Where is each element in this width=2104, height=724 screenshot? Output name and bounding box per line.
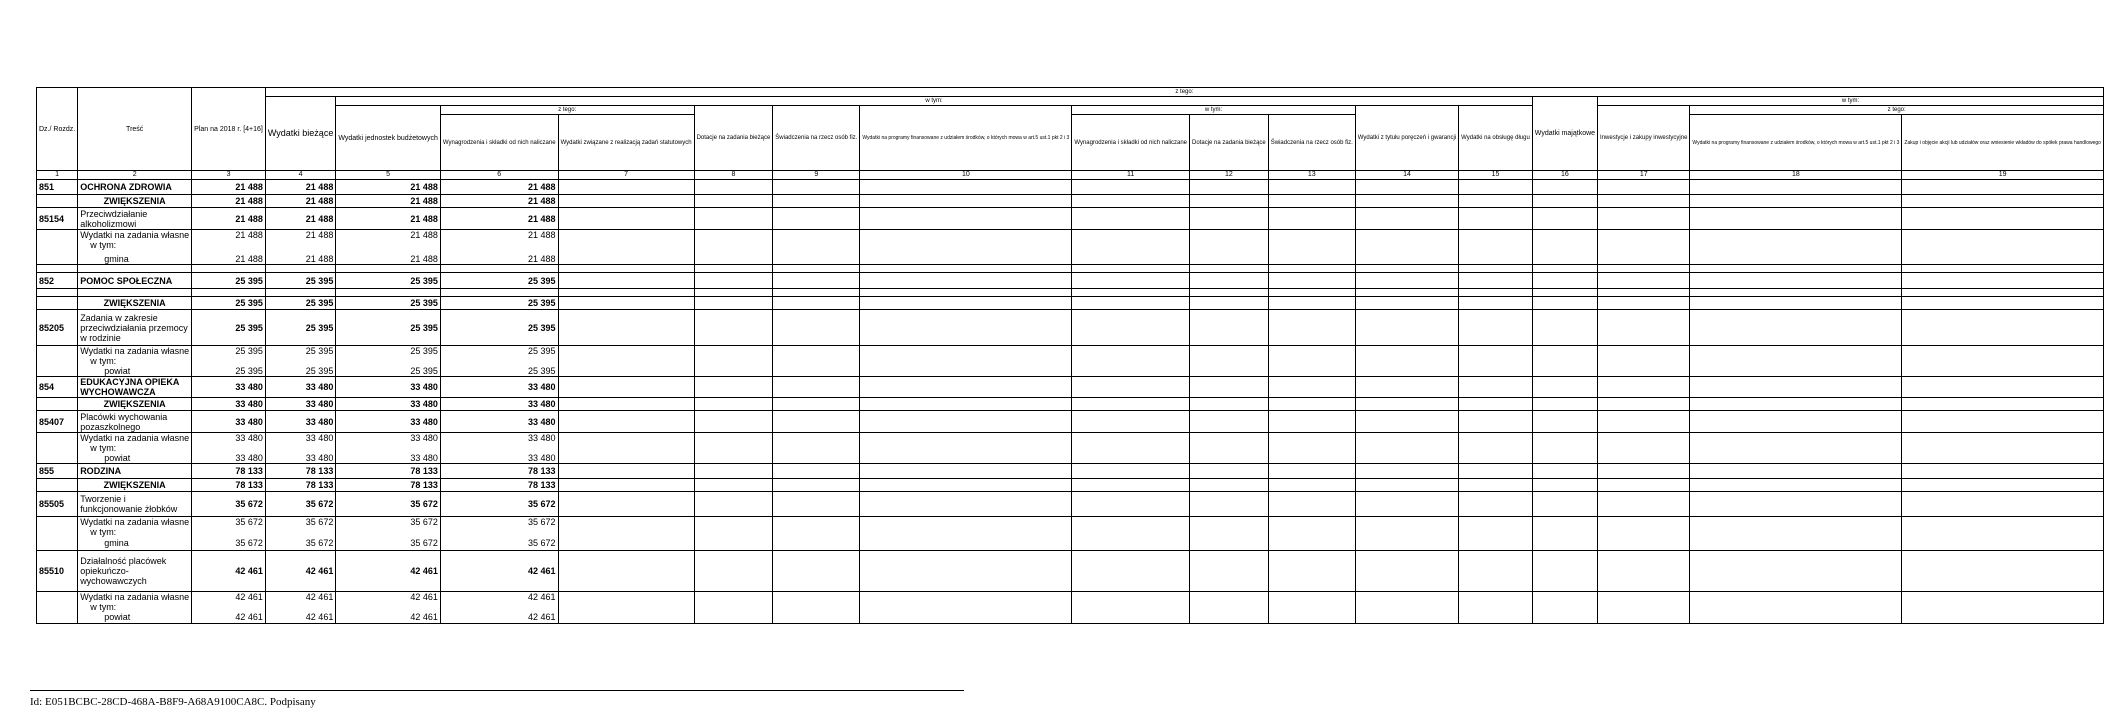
row-text: gmina <box>104 254 129 264</box>
row-text: w tym: <box>90 356 117 366</box>
value-biezace: 25 395 <box>265 310 335 346</box>
value-biezace: 33 480 <box>265 377 335 398</box>
value-jednostek: 33 480 <box>336 377 441 398</box>
value-plan-sub: 33 480 <box>235 453 263 463</box>
value-biezace-sub: 21 488 <box>305 254 334 264</box>
row-text: EDUKACYJNA OPIEKA WYCHOWAWCZA <box>78 377 192 398</box>
footer-divider <box>30 690 964 691</box>
value-wynagrodzenia: 42 461 <box>528 592 556 602</box>
column-number-cell: 11 <box>1072 171 1190 180</box>
row-code: 852 <box>37 273 78 289</box>
row-text: Zadania w zakresie przeciwdziałania przemocy w rodzinie <box>78 310 192 346</box>
value-wynagrodzenia: 33 480 <box>440 377 558 398</box>
value-jednostek: 21 488 <box>336 195 441 208</box>
value-plan-sub: 35 672 <box>235 538 263 548</box>
column-number-cell: 15 <box>1459 171 1533 180</box>
w-tym-label-3: w tym: <box>1598 97 2104 106</box>
value-jednostek: 25 395 <box>336 310 441 346</box>
value-plan: 42 461 <box>235 592 263 602</box>
row-code: 855 <box>37 464 78 479</box>
value-biezace: 42 461 <box>265 551 335 592</box>
row-text: POMOC SPOŁECZNA <box>78 273 192 289</box>
row-code: 85510 <box>37 551 78 592</box>
value-plan: 33 480 <box>235 433 263 443</box>
z-tego-label-3: z tego: <box>1690 106 2104 115</box>
value-wynagrodzenia: 35 672 <box>528 517 556 527</box>
value-jednostek: 78 133 <box>336 479 441 492</box>
column-number-cell: 5 <box>336 171 441 180</box>
value-plan: 33 480 <box>192 398 266 411</box>
row-text: Wydatki na zadania własne <box>80 230 190 240</box>
value-jednostek: 25 395 <box>336 297 441 310</box>
row-text: Działalność placówek opiekuńczo-wychowawczych <box>78 551 192 592</box>
value-biezace-sub: 33 480 <box>305 453 334 463</box>
w-tym-label-2: w tym: <box>1072 106 1355 115</box>
row-text: ZWIĘKSZENIA <box>78 398 192 411</box>
value-jednostek: 33 480 <box>336 411 441 433</box>
value-wynagrodzenia: 42 461 <box>440 551 558 592</box>
value-jednostek-sub: 25 395 <box>410 366 438 376</box>
row-text: Wydatki na zadania własne <box>80 517 190 527</box>
value-plan: 21 488 <box>192 180 266 195</box>
value-jednostek: 78 133 <box>336 464 441 479</box>
value-biezace-sub: 35 672 <box>305 538 334 548</box>
row-code: 85407 <box>37 411 78 433</box>
value-wynagrodzenia-sub: 21 488 <box>528 254 556 264</box>
row-text: Wydatki na zadania własne <box>80 346 190 356</box>
col-header-jednostek: Wydatki jednostek budżetowych <box>336 106 441 171</box>
value-jednostek: 33 480 <box>336 398 441 411</box>
value-biezace: 21 488 <box>305 230 334 240</box>
col-header-akcje: Zakup i objęcie akcji lub udziałów oraz wniesienie wkładów do spółek prawa handlowego <box>1902 115 2104 171</box>
column-number-cell: 2 <box>78 171 192 180</box>
value-plan: 33 480 <box>192 377 266 398</box>
row-text: Wydatki na zadania własne <box>80 433 190 443</box>
col-header-wynagrodzenia: Wynagrodzenia i składki od nich naliczane <box>440 115 558 171</box>
column-number-cell: 4 <box>265 171 335 180</box>
column-number-cell: 3 <box>192 171 266 180</box>
value-jednostek: 42 461 <box>336 551 441 592</box>
column-number-row <box>37 171 2104 180</box>
value-plan-sub: 21 488 <box>235 254 263 264</box>
value-wynagrodzenia-sub: 42 461 <box>528 612 556 622</box>
col-header-statutowe: Wydatki związane z realizacją zadań statutowych <box>558 115 694 171</box>
value-wynagrodzenia-sub: 25 395 <box>528 366 556 376</box>
value-biezace: 33 480 <box>265 411 335 433</box>
value-biezace: 21 488 <box>265 208 335 230</box>
column-number-cell: 19 <box>1902 171 2104 180</box>
value-wynagrodzenia-sub: 35 672 <box>528 538 556 548</box>
column-number-cell: 9 <box>773 171 860 180</box>
row-text: gmina <box>104 538 129 548</box>
column-number-cell: 12 <box>1190 171 1269 180</box>
value-jednostek: 21 488 <box>410 230 438 240</box>
value-plan: 33 480 <box>192 411 266 433</box>
value-jednostek: 35 672 <box>410 517 438 527</box>
row-text: RODZINA <box>78 464 192 479</box>
row-text: powiat <box>104 453 131 463</box>
col-header-swiadczenia: Świadczenia na rzecz osób fiz. <box>773 106 860 171</box>
value-biezace: 25 395 <box>305 346 334 356</box>
value-wynagrodzenia: 21 488 <box>528 230 556 240</box>
col-header-dotacje: Dotacje na zadania bieżące <box>694 106 773 171</box>
row-text: powiat <box>104 612 131 622</box>
col-header-wydatki-biezace: Wydatki bieżące <box>265 97 335 171</box>
value-biezace: 25 395 <box>265 273 335 289</box>
row-text: w tym: <box>90 443 117 453</box>
value-biezace: 21 488 <box>265 180 335 195</box>
value-wynagrodzenia: 78 133 <box>440 479 558 492</box>
row-text: w tym: <box>90 602 117 612</box>
row-code: 854 <box>37 377 78 398</box>
col-header-inwestycje: Inwestycje i zakupy inwestycyjne <box>1598 106 1690 171</box>
col-header-programy: Wydatki na programy finansowane z udziałem środków, o których mowa w art.5 ust.1 pkt 2 i 3 <box>860 106 1072 171</box>
value-jednostek-sub: 21 488 <box>410 254 438 264</box>
value-jednostek: 33 480 <box>410 433 438 443</box>
value-biezace: 35 672 <box>265 492 335 517</box>
row-text: Tworzenie i funkcjonowanie żłobków <box>78 492 192 517</box>
value-plan: 25 395 <box>235 346 263 356</box>
col-header-tresc: Treść <box>78 88 192 171</box>
column-number-cell: 14 <box>1355 171 1458 180</box>
row-code: 851 <box>37 180 78 195</box>
value-wynagrodzenia: 33 480 <box>440 411 558 433</box>
value-plan: 35 672 <box>192 492 266 517</box>
value-wynagrodzenia: 35 672 <box>440 492 558 517</box>
value-plan: 25 395 <box>192 273 266 289</box>
value-biezace: 21 488 <box>265 195 335 208</box>
z-tego-top-label: z tego: <box>265 88 2103 97</box>
row-text: Wydatki na zadania własne <box>80 592 190 602</box>
document-id-footer: Id: E051BCBC-28CD-468A-B8F9-A68A9100CA8C. Podpisany <box>30 696 316 708</box>
value-biezace: 78 133 <box>265 479 335 492</box>
column-number-cell: 8 <box>694 171 773 180</box>
value-jednostek: 21 488 <box>336 208 441 230</box>
value-plan: 78 133 <box>192 479 266 492</box>
value-wynagrodzenia: 33 480 <box>440 398 558 411</box>
row-code: 85205 <box>37 310 78 346</box>
w-tym-label-1: w tym: <box>336 97 1532 106</box>
value-biezace-sub: 25 395 <box>305 366 334 376</box>
value-jednostek-sub: 33 480 <box>410 453 438 463</box>
row-text: Przeciwdziałanie alkoholizmowi <box>78 208 192 230</box>
col-header-swiadczenia-2: Świadczenia na rzecz osób fiz. <box>1268 115 1355 171</box>
col-header-wynagrodzenia-2: Wynagrodzenia i składki od nich naliczane <box>1072 115 1190 171</box>
row-code: 85505 <box>37 492 78 517</box>
value-jednostek-sub: 35 672 <box>410 538 438 548</box>
col-header-dotacje-2: Dotacje na zadania bieżące <box>1190 115 1269 171</box>
value-biezace: 78 133 <box>265 464 335 479</box>
value-jednostek: 42 461 <box>410 592 438 602</box>
value-wynagrodzenia-sub: 33 480 <box>528 453 556 463</box>
value-plan: 25 395 <box>192 297 266 310</box>
value-plan: 21 488 <box>192 208 266 230</box>
col-header-programy-2: Wydatki na programy finansowane z udziałem środków, o których mowa w art.5 ust.1 pkt 2 i 3 <box>1690 115 1902 171</box>
z-tego-label-2: z tego: <box>440 106 694 115</box>
col-header-poreczenia: Wydatki z tytułu poręczeń i gwarancji <box>1355 106 1458 171</box>
value-jednostek: 25 395 <box>410 346 438 356</box>
row-text: Placówki wychowania pozaszkolnego <box>78 411 192 433</box>
value-biezace: 33 480 <box>305 433 334 443</box>
col-header-plan: Plan na 2018 r. [4+16] <box>192 88 266 171</box>
value-wynagrodzenia: 21 488 <box>440 208 558 230</box>
column-number-cell: 17 <box>1598 171 1690 180</box>
value-biezace-sub: 42 461 <box>305 612 334 622</box>
row-text: ZWIĘKSZENIA <box>78 479 192 492</box>
column-number-cell: 1 <box>37 171 78 180</box>
col-header-wydatki-majatkowe: Wydatki majątkowe <box>1532 97 1597 171</box>
value-biezace: 42 461 <box>305 592 334 602</box>
value-plan: 25 395 <box>192 310 266 346</box>
column-number-cell: 6 <box>440 171 558 180</box>
value-plan: 21 488 <box>192 195 266 208</box>
value-plan: 78 133 <box>192 464 266 479</box>
column-number-cell: 7 <box>558 171 694 180</box>
value-plan: 35 672 <box>235 517 263 527</box>
value-plan: 42 461 <box>192 551 266 592</box>
value-wynagrodzenia: 25 395 <box>440 310 558 346</box>
row-text: powiat <box>104 366 131 376</box>
value-wynagrodzenia: 78 133 <box>440 464 558 479</box>
col-header-obsluga-dlugu: Wydatki na obsługę długu <box>1459 106 1533 171</box>
column-number-cell: 10 <box>860 171 1072 180</box>
value-biezace: 33 480 <box>265 398 335 411</box>
column-number-cell: 13 <box>1268 171 1355 180</box>
value-plan-sub: 42 461 <box>235 612 263 622</box>
budget-table <box>36 87 2104 624</box>
row-text: OCHRONA ZDROWIA <box>78 180 192 195</box>
value-biezace: 35 672 <box>305 517 334 527</box>
row-text: ZWIĘKSZENIA <box>78 297 192 310</box>
row-text: w tym: <box>90 240 117 250</box>
value-wynagrodzenia: 21 488 <box>440 195 558 208</box>
value-jednostek: 25 395 <box>336 273 441 289</box>
column-number-cell: 18 <box>1690 171 1902 180</box>
value-wynagrodzenia: 25 395 <box>440 273 558 289</box>
col-header-dz: Dz./ Rozdz. <box>37 88 78 171</box>
value-jednostek-sub: 42 461 <box>410 612 438 622</box>
value-wynagrodzenia: 33 480 <box>528 433 556 443</box>
row-code: 85154 <box>37 208 78 230</box>
column-number-cell: 16 <box>1532 171 1597 180</box>
row-text: ZWIĘKSZENIA <box>78 195 192 208</box>
value-wynagrodzenia: 25 395 <box>528 346 556 356</box>
value-jednostek: 21 488 <box>336 180 441 195</box>
value-jednostek: 35 672 <box>336 492 441 517</box>
value-plan-sub: 25 395 <box>235 366 263 376</box>
value-plan: 21 488 <box>235 230 263 240</box>
value-wynagrodzenia: 21 488 <box>440 180 558 195</box>
value-biezace: 25 395 <box>265 297 335 310</box>
row-text: w tym: <box>90 527 117 537</box>
value-wynagrodzenia: 25 395 <box>440 297 558 310</box>
